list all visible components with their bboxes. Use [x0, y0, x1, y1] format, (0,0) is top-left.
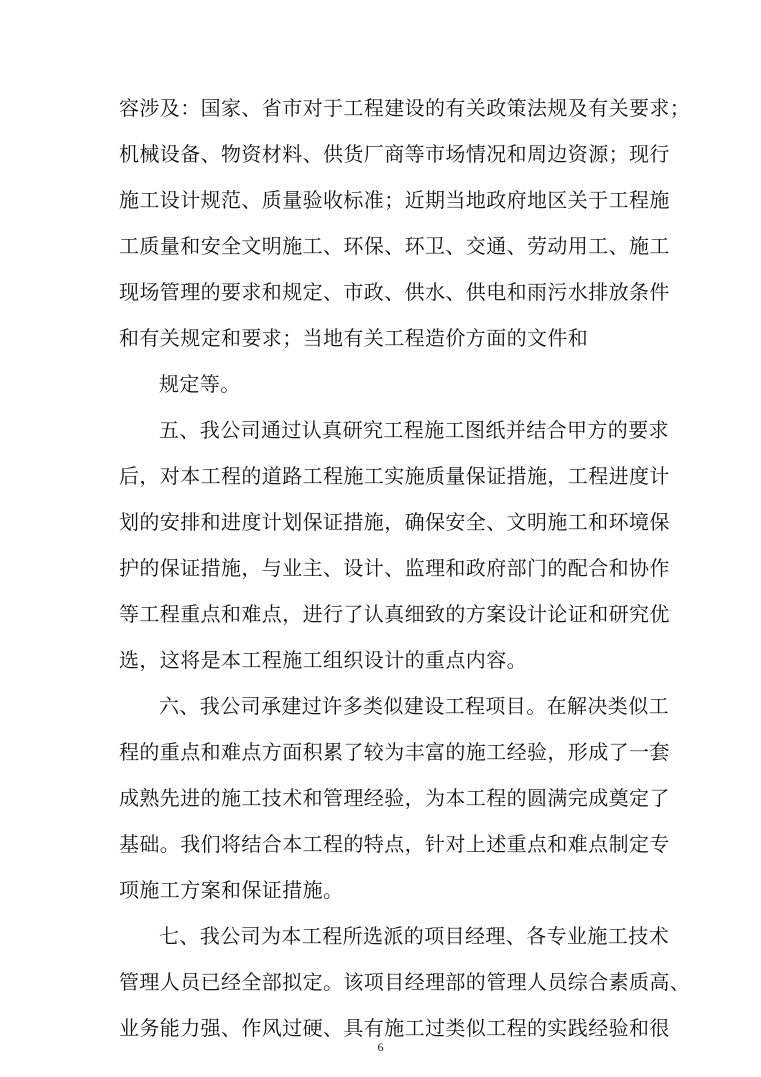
text-line: 后，对本工程的道路工程施工实施质量保证措施，工程进度计 — [119, 464, 670, 488]
page-number: 6 — [377, 1040, 384, 1054]
text-line: 程的重点和难点方面积累了较为丰富的施工经验，形成了一套 — [119, 740, 670, 764]
text-line: 等工程重点和难点，进行了认真细致的方案设计论证和研究优 — [119, 602, 670, 626]
text-line: 现场管理的要求和规定、市政、供水、供电和雨污水排放条件 — [119, 280, 670, 304]
text-line: 机械设备、物资材料、供货厂商等市场情况和周边资源；现行 — [119, 142, 670, 166]
text-line: 规定等。 — [159, 372, 241, 396]
text-line: 选，这将是本工程施工组织设计的重点内容。 — [119, 648, 527, 672]
text-line: 管理人员已经全部拟定。该项目经理部的管理人员综合素质高、 — [119, 970, 691, 994]
text-line: 项施工方案和保证措施。 — [119, 878, 344, 902]
text-line: 容涉及：国家、省市对于工程建设的有关政策法规及有关要求； — [119, 96, 691, 120]
text-line: 成熟先进的施工技术和管理经验，为本工程的圆满完成奠定了 — [119, 786, 670, 810]
paragraph-7-first-line: 七、我公司为本工程所选派的项目经理、各专业施工技术 — [159, 924, 669, 948]
text-line: 业务能力强、作风过硬、具有施工过类似工程的实践经验和很 — [119, 1016, 670, 1040]
text-line: 施工设计规范、质量验收标准；近期当地政府地区关于工程施 — [119, 188, 670, 212]
text-line: 基础。我们将结合本工程的特点，针对上述重点和难点制定专 — [119, 832, 670, 856]
paragraph-5-first-line: 五、我公司通过认真研究工程施工图纸并结合甲方的要求 — [159, 418, 669, 442]
text-line: 护的保证措施，与业主、设计、监理和政府部门的配合和协作 — [119, 556, 670, 580]
text-line: 划的安排和进度计划保证措施，确保安全、文明施工和环境保 — [119, 510, 670, 534]
text-line: 和有关规定和要求；当地有关工程造价方面的文件和 — [119, 326, 589, 350]
text-line: 工质量和安全文明施工、环保、环卫、交通、劳动用工、施工 — [119, 234, 670, 258]
paragraph-6-first-line: 六、我公司承建过许多类似建设工程项目。在解决类似工 — [159, 694, 669, 718]
